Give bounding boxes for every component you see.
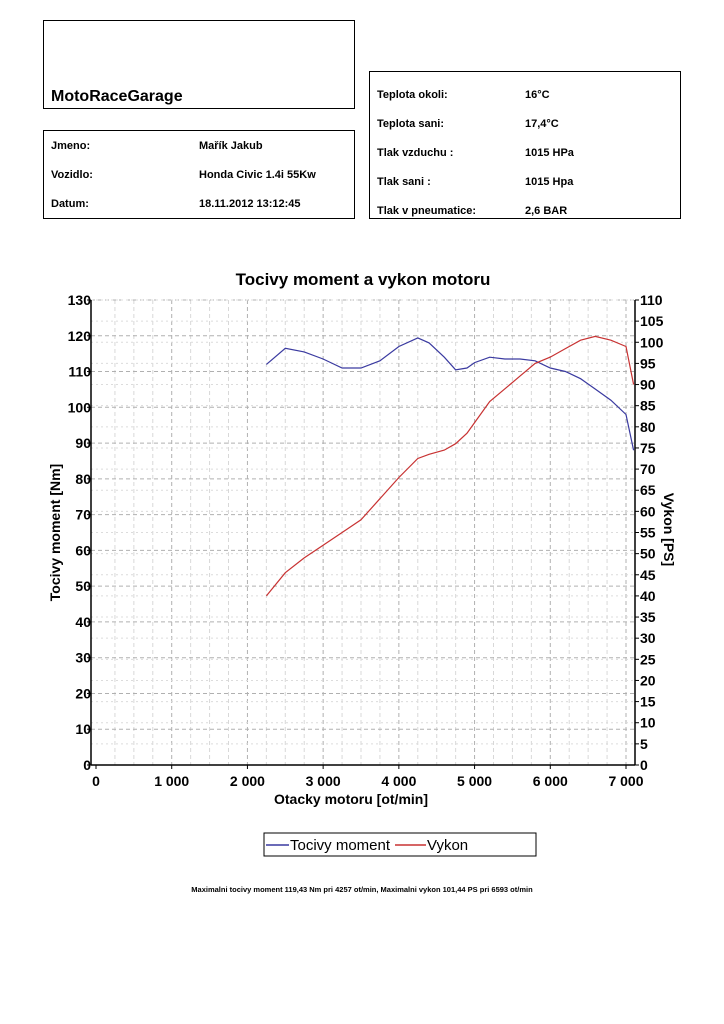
y-tick-label: 60 [75,542,91,559]
cond-value: 2,6 BAR [525,205,568,217]
series-line-torque [266,338,633,450]
y2-tick-label: 85 [640,397,656,414]
summary-text: Maximalni tocivy moment 119,43 Nm pri 4257 ot/min, Maximalni vykon 101,44 PS pri 6593 ot/min [191,885,533,894]
info-label: Vozidlo: [51,169,93,181]
y2-tick-label: 65 [640,482,656,499]
y-tick-label: 130 [67,292,91,308]
chart-title: Tocivy moment a vykon motoru [235,270,491,289]
cond-value: 1015 Hpa [525,176,574,188]
y2-tick-label: 90 [640,376,656,393]
y-tick-label: 100 [67,399,91,416]
info-value: Mařík Jakub [199,140,263,152]
y-tick-label: 10 [75,721,91,738]
info-label: Jmeno: [51,140,91,152]
y2-tick-label: 55 [640,524,656,541]
y-tick-label: 0 [83,757,91,773]
cond-label: Teplota okoli: [377,89,448,101]
y2-tick-label: 45 [640,566,656,583]
y2-tick-label: 50 [640,545,656,562]
x-tick-label: 0 [92,773,100,789]
x-tick-label: 3 000 [305,773,341,789]
cond-label: Tlak v pneumatice: [377,205,477,217]
y2-tick-label: 0 [640,757,648,773]
y2-axis-label: Vykon [PS] [661,492,677,567]
x-tick-label: 2 000 [229,773,265,789]
y-tick-label: 30 [75,649,91,666]
y-tick-label: 80 [75,470,91,487]
y2-tick-label: 70 [640,461,656,478]
y2-tick-label: 10 [640,714,656,731]
x-tick-label: 6 000 [532,773,568,789]
y-tick-label: 90 [75,435,91,452]
x-tick-label: 5 000 [457,773,493,789]
brand-box [43,20,355,109]
y2-tick-label: 105 [640,313,664,330]
y2-tick-label: 110 [640,292,663,308]
conditions-box [369,71,681,219]
cond-label: Tlak vzduchu : [377,147,454,159]
brand-name: MotoRaceGarage [51,88,183,105]
y2-tick-label: 20 [640,672,656,689]
y2-tick-label: 75 [640,439,656,456]
cond-value: 1015 HPa [525,147,574,159]
x-tick-label: 7 000 [608,773,644,789]
x-tick-label: 4 000 [381,773,417,789]
info-value: Honda Civic 1.4i 55Kw [199,169,316,181]
y-tick-label: 70 [75,506,91,523]
x-axis-label: Otacky motoru [ot/min] [273,791,429,807]
legend-label: Tocivy moment [290,837,391,854]
y2-tick-label: 40 [640,587,656,604]
dyno-chart [0,255,724,865]
y2-tick-label: 60 [640,503,656,520]
y2-tick-label: 5 [640,735,648,752]
y2-tick-label: 25 [640,651,656,668]
y2-tick-label: 15 [640,693,656,710]
y2-tick-label: 30 [640,630,656,647]
info-value: 18.11.2012 13:12:45 [199,198,301,210]
y-axis-label: Tocivy moment [Nm] [47,463,63,602]
cond-label: Tlak sani : [377,176,431,188]
y-tick-label: 50 [75,578,91,595]
y2-tick-label: 100 [640,334,664,351]
info-label: Datum: [51,198,89,210]
x-tick-label: 1 000 [154,773,190,789]
series-line-power [266,336,633,596]
cond-label: Teplota sani: [377,118,445,130]
y2-tick-label: 95 [640,355,656,372]
y-tick-label: 110 [68,363,91,380]
y-tick-label: 40 [75,613,91,630]
cond-value: 17,4°C [525,118,559,130]
y2-tick-label: 35 [640,609,656,626]
y-tick-label: 120 [67,327,91,344]
legend-label: Vykon [427,837,469,854]
cond-value: 16°C [525,89,550,101]
y2-tick-label: 80 [640,418,656,435]
vehicle-info-box [43,130,355,219]
y-tick-label: 20 [75,685,91,702]
